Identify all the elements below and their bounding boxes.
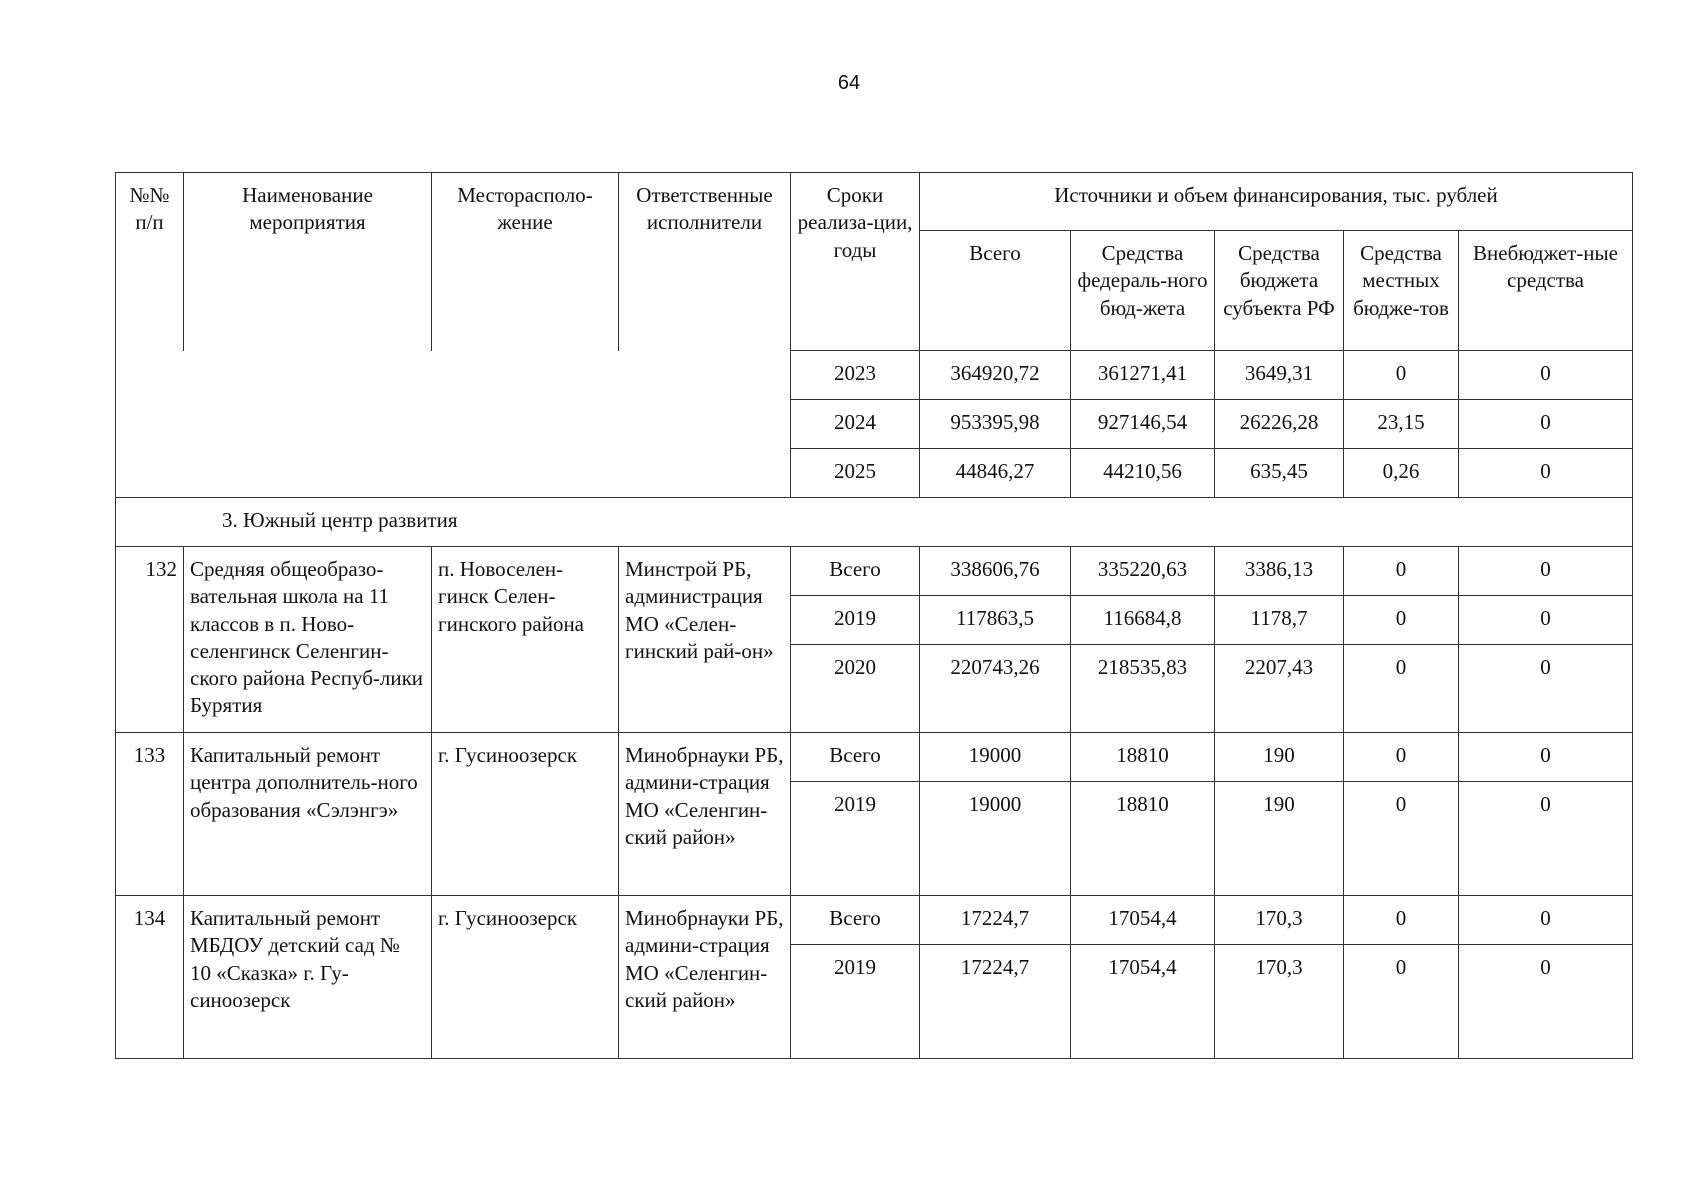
row-extra: 0: [1459, 945, 1633, 1059]
row-local: 0: [1344, 547, 1459, 596]
row-year: 2020: [791, 645, 920, 733]
row-total: 338606,76: [920, 547, 1071, 596]
row-local: 0: [1344, 945, 1459, 1059]
item-name: Капитальный ремонт МБДОУ детский сад № 10 «Сказка» г. Гу-синоозерск: [184, 896, 432, 1059]
header-name: Наименование мероприятия: [184, 173, 432, 351]
item-location: п. Новоселен-гинск Селен-гинского района: [432, 547, 619, 733]
row-regional: 1178,7: [1215, 596, 1344, 645]
header-federal: Средства федераль-ного бюд-жета: [1071, 231, 1215, 351]
summary-regional: 635,45: [1215, 449, 1344, 498]
summary-total: 44846,27: [920, 449, 1071, 498]
row-year: Всего: [791, 896, 920, 945]
row-extra: 0: [1459, 547, 1633, 596]
page-number: 64: [837, 72, 861, 94]
row-federal: 218535,83: [1071, 645, 1215, 733]
header-num: №№ п/п: [116, 173, 184, 351]
row-regional: 190: [1215, 733, 1344, 782]
row-total: 220743,26: [920, 645, 1071, 733]
row-federal: 116684,8: [1071, 596, 1215, 645]
summary-blank: [116, 351, 791, 498]
row-regional: 190: [1215, 782, 1344, 896]
row-total: 17224,7: [920, 896, 1071, 945]
summary-total: 364920,72: [920, 351, 1071, 400]
summary-year: 2025: [791, 449, 920, 498]
row-federal: 17054,4: [1071, 896, 1215, 945]
item-responsible: Минобрнауки РБ, админи-страция МО «Селенгин-ский район»: [619, 896, 791, 1059]
header-local: Средства местных бюдже-тов: [1344, 231, 1459, 351]
row-local: 0: [1344, 782, 1459, 896]
row-regional: 3386,13: [1215, 547, 1344, 596]
row-year: Всего: [791, 547, 920, 596]
item-name: Средняя общеобразо-вательная школа на 11 классов в п. Ново-селенгинск Селенгин-ского района Респуб-лики Бурятия: [184, 547, 432, 733]
header-responsible: Ответственные исполнители: [619, 173, 791, 351]
row-year: Всего: [791, 733, 920, 782]
item-responsible: Минстрой РБ, администрация МО «Селен-гинский рай-он»: [619, 547, 791, 733]
row-total: 117863,5: [920, 596, 1071, 645]
header-total: Всего: [920, 231, 1071, 351]
header-regional: Средства бюджета субъекта РФ: [1215, 231, 1344, 351]
header-period: Сроки реализа-ции, годы: [791, 173, 920, 351]
row-local: 0: [1344, 896, 1459, 945]
row-federal: 335220,63: [1071, 547, 1215, 596]
summary-federal: 44210,56: [1071, 449, 1215, 498]
table-row: [116, 896, 1633, 945]
row-extra: 0: [1459, 645, 1633, 733]
summary-federal: 927146,54: [1071, 400, 1215, 449]
summary-total: 953395,98: [920, 400, 1071, 449]
summary-local: 0: [1344, 351, 1459, 400]
summary-local: 0,26: [1344, 449, 1459, 498]
summary-local: 23,15: [1344, 400, 1459, 449]
summary-extra: 0: [1459, 400, 1633, 449]
item-num: 134: [116, 896, 184, 1059]
row-local: 0: [1344, 596, 1459, 645]
row-extra: 0: [1459, 896, 1633, 945]
row-extra: 0: [1459, 782, 1633, 896]
row-total: 19000: [920, 733, 1071, 782]
header-location: Месторасполо-жение: [432, 173, 619, 351]
section-title: 3. Южный центр развития: [222, 508, 458, 532]
item-location: г. Гусиноозерск: [432, 896, 619, 1059]
summary-year: 2023: [791, 351, 920, 400]
summary-regional: 3649,31: [1215, 351, 1344, 400]
row-local: 0: [1344, 645, 1459, 733]
item-name: Капитальный ремонт центра дополнитель-ного образования «Сэлэнгэ»: [184, 733, 432, 896]
row-year: 2019: [791, 945, 920, 1059]
row-year: 2019: [791, 782, 920, 896]
financing-table: [115, 172, 1633, 1059]
summary-row: [116, 351, 1633, 400]
row-federal: 17054,4: [1071, 945, 1215, 1059]
summary-regional: 26226,28: [1215, 400, 1344, 449]
item-responsible: Минобрнауки РБ, админи-страция МО «Селенгин-ский район»: [619, 733, 791, 896]
row-regional: 170,3: [1215, 945, 1344, 1059]
item-num: 133: [116, 733, 184, 896]
row-year: 2019: [791, 596, 920, 645]
row-regional: 2207,43: [1215, 645, 1344, 733]
header-financing: Источники и объем финансирования, тыс. рублей: [920, 173, 1633, 231]
summary-year: 2024: [791, 400, 920, 449]
summary-federal: 361271,41: [1071, 351, 1215, 400]
row-total: 19000: [920, 782, 1071, 896]
row-federal: 18810: [1071, 733, 1215, 782]
header-extra: Внебюджет-ные средства: [1459, 231, 1633, 351]
summary-extra: 0: [1459, 351, 1633, 400]
row-local: 0: [1344, 733, 1459, 782]
section-row: [116, 498, 1633, 547]
item-num: 132: [116, 547, 184, 733]
row-extra: 0: [1459, 596, 1633, 645]
header-row-1: [116, 173, 1633, 231]
summary-extra: 0: [1459, 449, 1633, 498]
row-total: 17224,7: [920, 945, 1071, 1059]
table-row: [116, 733, 1633, 782]
section-title-cell: [116, 498, 1633, 547]
item-location: г. Гусиноозерск: [432, 733, 619, 896]
row-regional: 170,3: [1215, 896, 1344, 945]
row-federal: 18810: [1071, 782, 1215, 896]
row-extra: 0: [1459, 733, 1633, 782]
table-row: [116, 547, 1633, 596]
